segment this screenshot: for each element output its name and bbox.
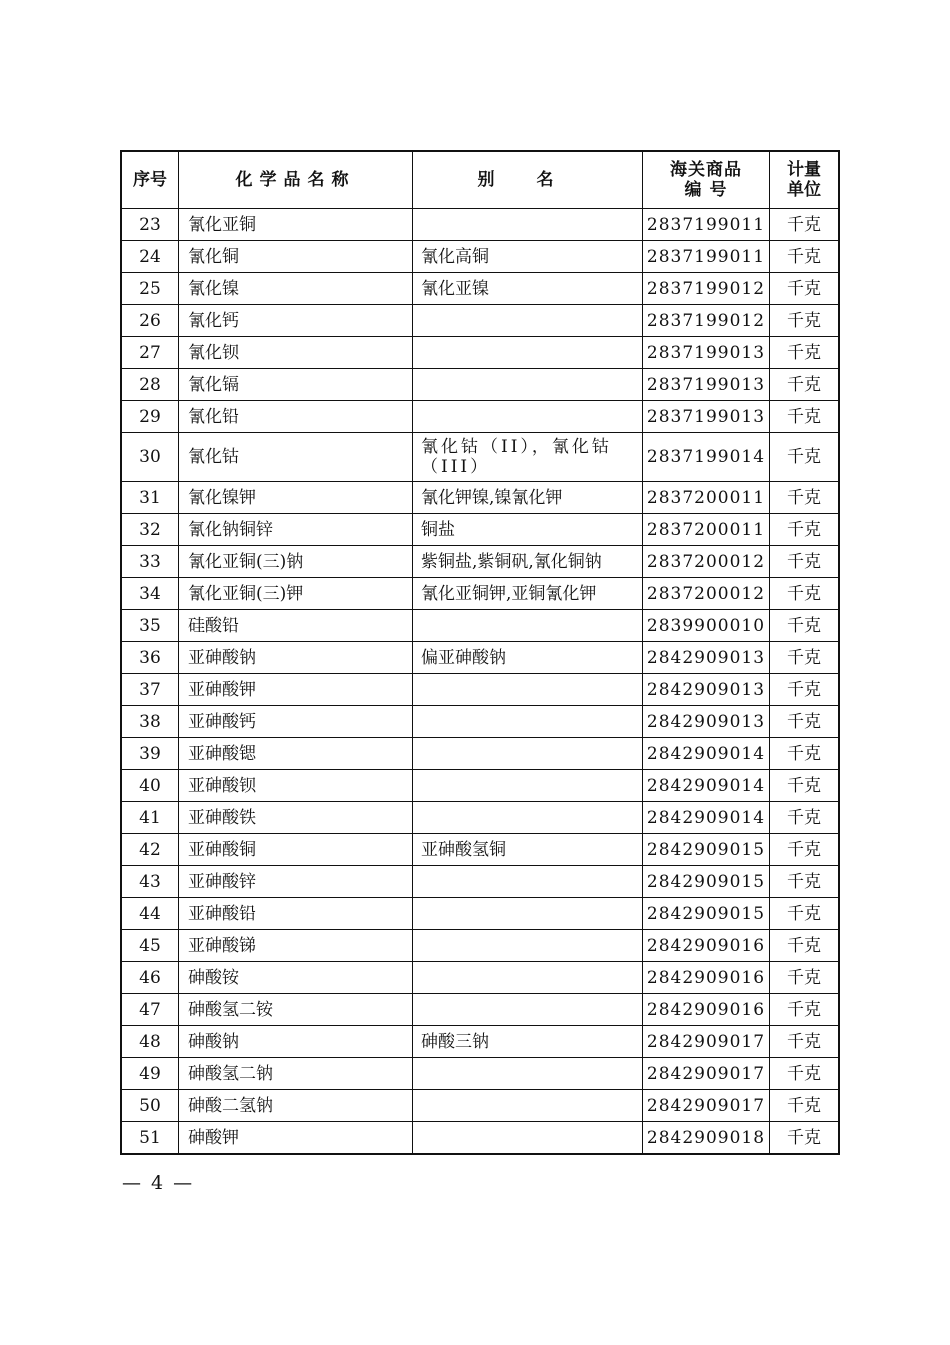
cell-code: 2839900010 [643, 610, 770, 642]
cell-unit: 千克 [770, 770, 840, 802]
table-row [121, 1058, 839, 1090]
cell-alias [413, 866, 643, 898]
table-row [121, 834, 839, 866]
cell-seq: 43 [121, 866, 179, 898]
cell-alias: 砷酸三钠 [413, 1026, 643, 1058]
cell-alias [413, 802, 643, 834]
cell-name: 砷酸钾 [179, 1122, 413, 1155]
cell-unit: 千克 [770, 273, 840, 305]
cell-name: 亚砷酸锌 [179, 866, 413, 898]
cell-name: 氰化钙 [179, 305, 413, 337]
cell-unit: 千克 [770, 898, 840, 930]
cell-unit: 千克 [770, 642, 840, 674]
cell-name: 砷酸氢二铵 [179, 994, 413, 1026]
cell-alias: 亚砷酸氢铜 [413, 834, 643, 866]
header-alias: 别 名 [413, 151, 643, 209]
cell-name: 亚砷酸钙 [179, 706, 413, 738]
cell-alias: 紫铜盐,紫铜矾,氰化铜钠 [413, 546, 643, 578]
table-row [121, 578, 839, 610]
cell-alias [413, 898, 643, 930]
cell-unit: 千克 [770, 337, 840, 369]
cell-unit: 千克 [770, 433, 840, 482]
cell-name: 氰化铅 [179, 401, 413, 433]
cell-unit: 千克 [770, 674, 840, 706]
cell-code: 2842909016 [643, 930, 770, 962]
cell-unit: 千克 [770, 802, 840, 834]
cell-code: 2837199013 [643, 369, 770, 401]
cell-name: 砷酸氢二钠 [179, 1058, 413, 1090]
table-row [121, 898, 839, 930]
cell-seq: 30 [121, 433, 179, 482]
cell-name: 氰化亚铜(三)钾 [179, 578, 413, 610]
cell-unit: 千克 [770, 930, 840, 962]
cell-seq: 40 [121, 770, 179, 802]
cell-code: 2837200012 [643, 546, 770, 578]
table-body [121, 209, 839, 1155]
cell-name: 亚砷酸锶 [179, 738, 413, 770]
cell-seq: 36 [121, 642, 179, 674]
cell-unit: 千克 [770, 1090, 840, 1122]
cell-name: 氰化亚铜 [179, 209, 413, 241]
cell-alias: 铜盐 [413, 514, 643, 546]
cell-seq: 44 [121, 898, 179, 930]
table-row [121, 930, 839, 962]
cell-seq: 37 [121, 674, 179, 706]
cell-code: 2842909017 [643, 1026, 770, 1058]
cell-name: 亚砷酸锑 [179, 930, 413, 962]
cell-code: 2842909014 [643, 770, 770, 802]
cell-unit: 千克 [770, 546, 840, 578]
cell-code: 2842909013 [643, 642, 770, 674]
table-row [121, 706, 839, 738]
cell-seq: 51 [121, 1122, 179, 1155]
cell-code: 2842909016 [643, 994, 770, 1026]
table-row [121, 994, 839, 1026]
cell-code: 2842909013 [643, 706, 770, 738]
cell-alias [413, 994, 643, 1026]
header-code-line2: 编 号 [684, 180, 728, 200]
cell-code: 2842909017 [643, 1058, 770, 1090]
cell-seq: 42 [121, 834, 179, 866]
cell-code: 2842909015 [643, 834, 770, 866]
header-unit-line1: 计量 [787, 160, 821, 180]
cell-alias: 偏亚砷酸钠 [413, 642, 643, 674]
table-row [121, 962, 839, 994]
cell-unit: 千克 [770, 514, 840, 546]
cell-seq: 29 [121, 401, 179, 433]
cell-code: 2842909014 [643, 802, 770, 834]
cell-alias [413, 1122, 643, 1155]
cell-alias: 氰化亚镍 [413, 273, 643, 305]
table-header-row [121, 151, 839, 209]
cell-seq: 23 [121, 209, 179, 241]
cell-seq: 31 [121, 482, 179, 514]
header-name: 化学品名称 [179, 151, 413, 209]
cell-unit: 千克 [770, 994, 840, 1026]
table-row [121, 642, 839, 674]
cell-code: 2842909017 [643, 1090, 770, 1122]
cell-alias [413, 369, 643, 401]
cell-unit: 千克 [770, 241, 840, 273]
cell-alias [413, 1090, 643, 1122]
table-row [121, 482, 839, 514]
header-seq: 序号 [121, 151, 179, 209]
cell-name: 氰化钠铜锌 [179, 514, 413, 546]
cell-code: 2837200012 [643, 578, 770, 610]
cell-seq: 34 [121, 578, 179, 610]
cell-name: 亚砷酸铁 [179, 802, 413, 834]
cell-alias [413, 770, 643, 802]
cell-code: 2842909018 [643, 1122, 770, 1155]
cell-name: 氰化镍钾 [179, 482, 413, 514]
header-unit-line2: 单位 [787, 180, 821, 200]
cell-unit: 千克 [770, 866, 840, 898]
cell-alias: 氰化钾镍,镍氰化钾 [413, 482, 643, 514]
table-row [121, 802, 839, 834]
table-row [121, 674, 839, 706]
table-row [121, 273, 839, 305]
cell-code: 2842909015 [643, 898, 770, 930]
cell-name: 亚砷酸铜 [179, 834, 413, 866]
cell-name: 亚砷酸钠 [179, 642, 413, 674]
cell-name: 氰化镉 [179, 369, 413, 401]
page-number: — 4 — [122, 1172, 195, 1194]
table-row [121, 241, 839, 273]
cell-name: 砷酸铵 [179, 962, 413, 994]
table-row [121, 866, 839, 898]
cell-alias [413, 930, 643, 962]
cell-alias [413, 962, 643, 994]
cell-seq: 38 [121, 706, 179, 738]
cell-seq: 48 [121, 1026, 179, 1058]
table-row [121, 433, 839, 482]
cell-unit: 千克 [770, 706, 840, 738]
cell-alias: 氰化亚铜钾,亚铜氰化钾 [413, 578, 643, 610]
cell-seq: 39 [121, 738, 179, 770]
cell-unit: 千克 [770, 482, 840, 514]
table-row [121, 770, 839, 802]
cell-code: 2837199011 [643, 209, 770, 241]
cell-alias [413, 337, 643, 369]
header-unit [770, 151, 840, 209]
cell-unit: 千克 [770, 1026, 840, 1058]
cell-name: 氰化亚铜(三)钠 [179, 546, 413, 578]
cell-seq: 24 [121, 241, 179, 273]
cell-name: 氰化铜 [179, 241, 413, 273]
cell-name: 砷酸二氢钠 [179, 1090, 413, 1122]
cell-alias: 氰化高铜 [413, 241, 643, 273]
cell-name: 亚砷酸钡 [179, 770, 413, 802]
cell-unit: 千克 [770, 401, 840, 433]
table-row [121, 209, 839, 241]
cell-seq: 49 [121, 1058, 179, 1090]
cell-unit: 千克 [770, 369, 840, 401]
cell-alias [413, 610, 643, 642]
cell-code: 2837199011 [643, 241, 770, 273]
cell-code: 2837200011 [643, 514, 770, 546]
cell-name: 氰化钴 [179, 433, 413, 482]
cell-seq: 35 [121, 610, 179, 642]
cell-code: 2837199014 [643, 433, 770, 482]
cell-alias [413, 738, 643, 770]
cell-name: 氰化钡 [179, 337, 413, 369]
cell-unit: 千克 [770, 610, 840, 642]
cell-code: 2842909014 [643, 738, 770, 770]
table-row [121, 1026, 839, 1058]
cell-unit: 千克 [770, 738, 840, 770]
cell-name: 亚砷酸铅 [179, 898, 413, 930]
cell-code: 2837199012 [643, 305, 770, 337]
cell-unit: 千克 [770, 578, 840, 610]
header-code [643, 151, 770, 209]
cell-alias [413, 706, 643, 738]
cell-unit: 千克 [770, 834, 840, 866]
cell-code: 2842909015 [643, 866, 770, 898]
cell-unit: 千克 [770, 1058, 840, 1090]
cell-code: 2842909013 [643, 674, 770, 706]
cell-seq: 28 [121, 369, 179, 401]
cell-unit: 千克 [770, 962, 840, 994]
cell-unit: 千克 [770, 1122, 840, 1155]
cell-alias [413, 1058, 643, 1090]
cell-seq: 41 [121, 802, 179, 834]
cell-code: 2837199013 [643, 337, 770, 369]
cell-name: 亚砷酸钾 [179, 674, 413, 706]
cell-name: 硅酸铅 [179, 610, 413, 642]
cell-seq: 47 [121, 994, 179, 1026]
cell-code: 2837199012 [643, 273, 770, 305]
cell-name: 砷酸钠 [179, 1026, 413, 1058]
cell-code: 2837200011 [643, 482, 770, 514]
cell-seq: 50 [121, 1090, 179, 1122]
chemical-list-table [120, 150, 840, 1155]
table-row [121, 1090, 839, 1122]
cell-seq: 33 [121, 546, 179, 578]
table-row [121, 305, 839, 337]
cell-alias: 氰化钴（II），氰化钴（III） [413, 433, 643, 482]
cell-alias [413, 305, 643, 337]
cell-unit: 千克 [770, 209, 840, 241]
cell-seq: 25 [121, 273, 179, 305]
cell-name: 氰化镍 [179, 273, 413, 305]
cell-seq: 45 [121, 930, 179, 962]
table-row [121, 401, 839, 433]
cell-unit: 千克 [770, 305, 840, 337]
cell-seq: 27 [121, 337, 179, 369]
cell-alias [413, 674, 643, 706]
table-row [121, 1122, 839, 1155]
cell-seq: 46 [121, 962, 179, 994]
cell-seq: 26 [121, 305, 179, 337]
cell-code: 2842909016 [643, 962, 770, 994]
table-row [121, 738, 839, 770]
table-row [121, 369, 839, 401]
table-row [121, 610, 839, 642]
table-row [121, 337, 839, 369]
header-code-line1: 海关商品 [670, 160, 742, 180]
cell-seq: 32 [121, 514, 179, 546]
cell-alias [413, 209, 643, 241]
table-row [121, 546, 839, 578]
table-row [121, 514, 839, 546]
cell-code: 2837199013 [643, 401, 770, 433]
cell-alias [413, 401, 643, 433]
